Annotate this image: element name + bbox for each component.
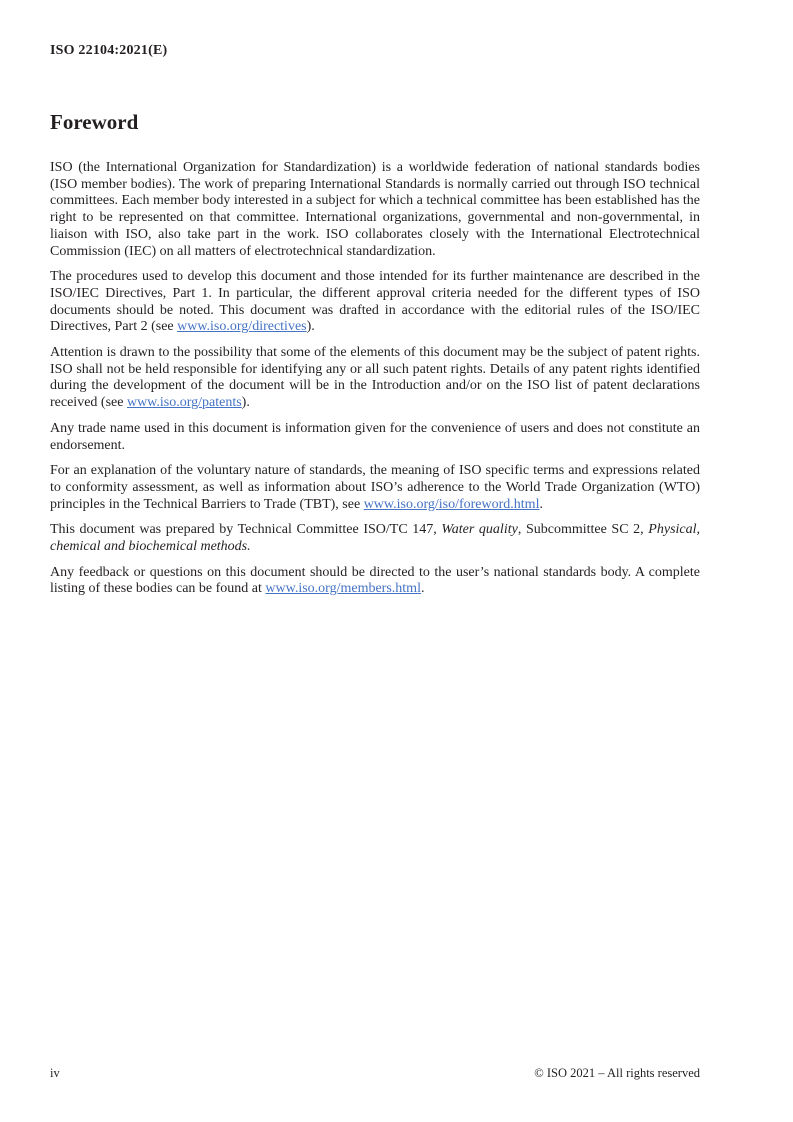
- copyright-notice: © ISO 2021 – All rights reserved: [534, 1066, 700, 1080]
- foreword-section: [50, 110, 700, 607]
- hyperlink[interactable]: www.iso.org/patents: [126, 395, 242, 411]
- text-run: ).: [306, 319, 315, 335]
- paragraph: [50, 269, 700, 336]
- text-run: This document was prepared by Technical Committee ISO/TC 147,: [50, 522, 442, 538]
- page-number: iv: [50, 1066, 60, 1080]
- paragraph: [50, 345, 700, 412]
- page-title: Foreword: [50, 110, 139, 134]
- hyperlink[interactable]: www.iso.org/iso/foreword.html: [363, 496, 540, 512]
- paragraph: [50, 160, 700, 260]
- text-run: .: [420, 581, 425, 597]
- text-run: , Subcommittee SC 2,: [517, 522, 649, 538]
- text-run: The procedures used to develop this document and those intended for its further maintenance are described in the ISO/IEC Directives, Part 1. In particular, the different approval criteria needed for the different types of ISO documents should be noted. This document was drafted in accordance with the editorial rules of the ISO/IEC Directives, Part 2 (see: [50, 269, 700, 335]
- text-run: Any feedback or questions on this document should be directed to the user’s national standards body. A complete listing of these bodies can be found at: [50, 564, 700, 597]
- text-run: .: [539, 496, 543, 512]
- text-run: ISO (the International Organization for Standardization) is a worldwide federation of national standards bodies (ISO member bodies). The work of preparing International Standards is normally carried out through ISO technical committees. Each member body interested in a subject for which a technical committee has been established has the right to be represented on that committee. International organizations, governmental and non-governmental, in liaison with ISO, also take part in the work. ISO collaborates closely with the International Electrotechnical Commission (IEC) on all matters of electrotechnical standardization.: [50, 160, 700, 259]
- text-run: Any trade name used in this document is information given for the convenience of users and does not constitute an endorsement.: [50, 420, 700, 453]
- italic-text-run: Water quality: [441, 522, 518, 538]
- text-run: Attention is drawn to the possibility that some of the elements of this document may be the subject of patent rights. ISO shall not be held responsible for identifying any or all such patent rights. Details of any patent rights identified during the development of the document will be in the Introduction and/or on the ISO list of patent declarations received (see: [50, 345, 700, 411]
- page-footer: [50, 1066, 700, 1081]
- text-run: ).: [241, 395, 250, 411]
- foreword-paragraphs: [50, 160, 700, 598]
- text-run: For an explanation of the voluntary nature of standards, the meaning of ISO specific terms and expressions related to conformity assessment, as well as information about ISO’s adherence to the World Trade Organization (WTO) principles in the Technical Barriers to Trade (TBT), see: [50, 463, 700, 512]
- paragraph: [50, 421, 700, 454]
- hyperlink[interactable]: www.iso.org/members.html: [265, 581, 421, 597]
- hyperlink[interactable]: www.iso.org/directives: [177, 319, 307, 335]
- paragraph: [50, 565, 700, 598]
- running-header: ISO 22104:2021(E): [50, 43, 168, 58]
- italic-text-run: Physical, chemical and biochemical methods.: [50, 522, 701, 555]
- paragraph: [50, 463, 700, 513]
- paragraph: [50, 522, 700, 555]
